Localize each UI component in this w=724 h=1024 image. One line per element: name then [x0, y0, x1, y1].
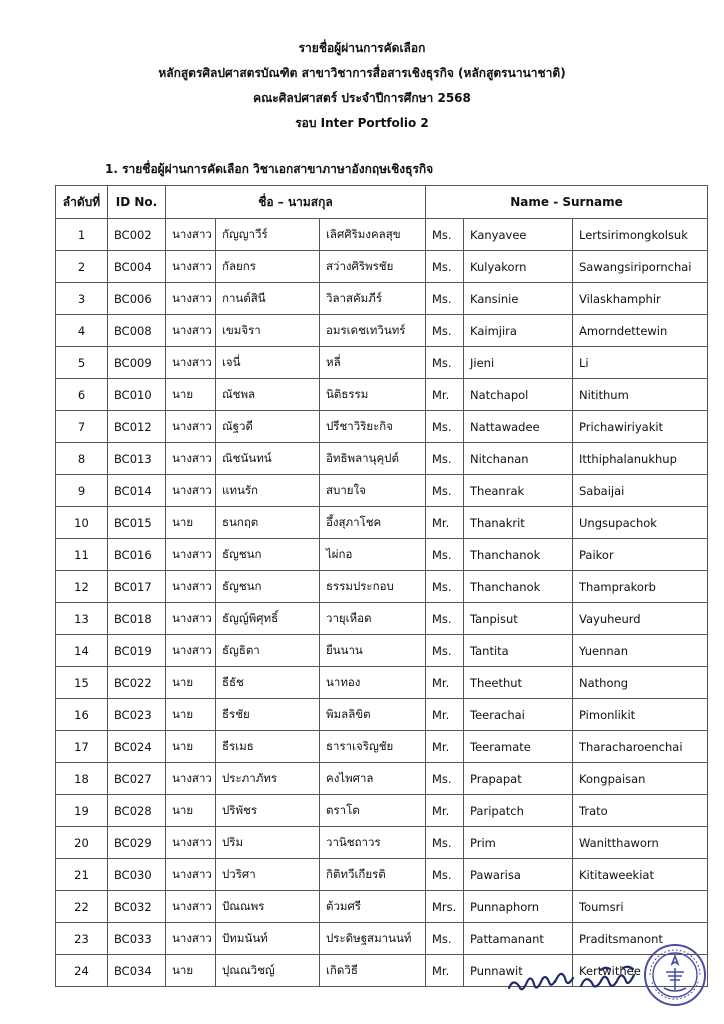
cell-first-name-english: Prapapat [464, 763, 573, 795]
table-row [56, 731, 708, 763]
cell-last-name-thai: หลี่ [320, 347, 426, 379]
cell-first-name-english: Nitchanan [464, 443, 573, 475]
cell-first-name-english: Jieni [464, 347, 573, 379]
cell-number: 6 [56, 379, 108, 411]
cell-title-english: Ms. [426, 251, 464, 283]
cell-title-english: Ms. [426, 635, 464, 667]
cell-last-name-thai: สว่างศิริพรชัย [320, 251, 426, 283]
cell-first-name-thai: ธีรเมธ [216, 731, 320, 763]
table-row [56, 219, 708, 251]
table-row [56, 635, 708, 667]
cell-first-name-english: Kanyavee [464, 219, 573, 251]
cell-first-name-thai: ณัชพล [216, 379, 320, 411]
cell-title-english: Ms. [426, 603, 464, 635]
cell-last-name-thai: วายุเหือด [320, 603, 426, 635]
cell-title-thai: นางสาว [166, 827, 216, 859]
cell-first-name-thai: ปริพัชร [216, 795, 320, 827]
cell-last-name-thai: อึ้งสุภาโชค [320, 507, 426, 539]
cell-first-name-english: Nattawadee [464, 411, 573, 443]
cell-last-name-english: Ungsupachok [573, 507, 708, 539]
cell-title-english: Mrs. [426, 891, 464, 923]
cell-id: BC009 [108, 347, 166, 379]
table-row [56, 891, 708, 923]
cell-id: BC002 [108, 219, 166, 251]
cell-number: 22 [56, 891, 108, 923]
cell-id: BC008 [108, 315, 166, 347]
table-row [56, 411, 708, 443]
cell-last-name-english: Kongpaisan [573, 763, 708, 795]
cell-title-english: Ms. [426, 539, 464, 571]
cell-last-name-thai: เลิศศิริมงคลสุข [320, 219, 426, 251]
cell-title-english: Mr. [426, 795, 464, 827]
header-program: หลักสูตรศิลปศาสตรบัณฑิต สาขาวิชาการสื่อสารเชิงธุรกิจ (หลักสูตรนานาชาติ) [158, 66, 566, 80]
cell-id: BC010 [108, 379, 166, 411]
cell-last-name-english: Amorndettewin [573, 315, 708, 347]
cell-id: BC022 [108, 667, 166, 699]
cell-id: BC016 [108, 539, 166, 571]
cell-first-name-english: Paripatch [464, 795, 573, 827]
cell-title-thai: นาย [166, 507, 216, 539]
cell-first-name-english: Thanchanok [464, 539, 573, 571]
cell-first-name-thai: ธัญชนก [216, 539, 320, 571]
cell-first-name-thai: ธัญธิตา [216, 635, 320, 667]
cell-last-name-thai: ธรรมประกอบ [320, 571, 426, 603]
cell-number: 12 [56, 571, 108, 603]
cell-title-thai: นางสาว [166, 763, 216, 795]
cell-last-name-english: Nitithum [573, 379, 708, 411]
cell-title-english: Ms. [426, 411, 464, 443]
cell-last-name-english: Kititaweekiat [573, 859, 708, 891]
cell-last-name-english: Pimonlikit [573, 699, 708, 731]
cell-number: 11 [56, 539, 108, 571]
table-row [56, 251, 708, 283]
cell-title-english: Mr. [426, 507, 464, 539]
university-seal-image [642, 942, 708, 1008]
cell-title-thai: นางสาว [166, 891, 216, 923]
cell-number: 3 [56, 283, 108, 315]
cell-title-thai: นางสาว [166, 859, 216, 891]
cell-first-name-thai: ปวริศา [216, 859, 320, 891]
table-row [56, 923, 708, 955]
table-row [56, 379, 708, 411]
cell-number: 8 [56, 443, 108, 475]
cell-last-name-thai: ประดิษฐสมานนท์ [320, 923, 426, 955]
table-row [56, 699, 708, 731]
cell-title-thai: นางสาว [166, 603, 216, 635]
header-title: รายชื่อผู้ผ่านการคัดเลือก [298, 41, 426, 55]
cell-last-name-thai: เกิดวิธี [320, 955, 426, 987]
cell-last-name-english: Toumsri [573, 891, 708, 923]
cell-last-name-english: Praditsmanont [573, 923, 708, 955]
cell-id: BC018 [108, 603, 166, 635]
cell-last-name-english: Vayuheurd [573, 603, 708, 635]
cell-first-name-thai: ปริม [216, 827, 320, 859]
cell-last-name-english: Wanitthaworn [573, 827, 708, 859]
cell-last-name-thai: ไผ่กอ [320, 539, 426, 571]
cell-title-thai: นางสาว [166, 923, 216, 955]
cell-title-english: Ms. [426, 219, 464, 251]
cell-first-name-english: Punnaphorn [464, 891, 573, 923]
cell-id: BC004 [108, 251, 166, 283]
cell-id: BC013 [108, 443, 166, 475]
cell-last-name-english: Lertsirimongkolsuk [573, 219, 708, 251]
cell-title-english: Ms. [426, 443, 464, 475]
table-row [56, 283, 708, 315]
header-faculty-year: คณะศิลปศาสตร์ ประจำปีการศึกษา 2568 [253, 91, 471, 105]
cell-id: BC017 [108, 571, 166, 603]
cell-first-name-english: Pawarisa [464, 859, 573, 891]
cell-title-thai: นางสาว [166, 475, 216, 507]
table-row [56, 507, 708, 539]
cell-last-name-english: Tharacharoenchai [573, 731, 708, 763]
cell-title-thai: นาย [166, 795, 216, 827]
header-round: รอบ Inter Portfolio 2 [295, 116, 429, 130]
table-row [56, 475, 708, 507]
cell-last-name-thai: กิติทวีเกียรติ [320, 859, 426, 891]
section-title: 1. รายชื่อผู้ผ่านการคัดเลือก วิชาเอกสาขาภาษาอังกฤษเชิงธุรกิจ [105, 162, 434, 176]
cell-first-name-thai: ประภาภัทร [216, 763, 320, 795]
cell-last-name-english: Sawangsiripornchai [573, 251, 708, 283]
cell-last-name-english: Kertwithee [573, 955, 708, 987]
cell-title-english: Ms. [426, 347, 464, 379]
cell-number: 7 [56, 411, 108, 443]
cell-last-name-english: Sabaijai [573, 475, 708, 507]
cell-number: 9 [56, 475, 108, 507]
cell-number: 23 [56, 923, 108, 955]
cell-title-thai: นางสาว [166, 443, 216, 475]
cell-last-name-english: Nathong [573, 667, 708, 699]
header-no: ลำดับที่ [56, 186, 108, 219]
cell-id: BC019 [108, 635, 166, 667]
table-header-row [56, 186, 708, 219]
cell-number: 21 [56, 859, 108, 891]
cell-first-name-english: Tantita [464, 635, 573, 667]
table-row [56, 571, 708, 603]
cell-title-thai: นางสาว [166, 251, 216, 283]
cell-first-name-thai: กัญญาวีร์ [216, 219, 320, 251]
cell-last-name-english: Prichawiriyakit [573, 411, 708, 443]
cell-id: BC028 [108, 795, 166, 827]
cell-last-name-thai: อมรเดชเทวินทร์ [320, 315, 426, 347]
cell-number: 1 [56, 219, 108, 251]
cell-title-thai: นางสาว [166, 539, 216, 571]
cell-last-name-thai: อิทธิพลานุคุปต์ [320, 443, 426, 475]
cell-title-english: Mr. [426, 699, 464, 731]
cell-number: 4 [56, 315, 108, 347]
cell-first-name-thai: ธีรชัย [216, 699, 320, 731]
cell-first-name-english: Tanpisut [464, 603, 573, 635]
cell-first-name-english: Punnawit [464, 955, 573, 987]
cell-title-thai: นาย [166, 379, 216, 411]
cell-number: 19 [56, 795, 108, 827]
cell-number: 20 [56, 827, 108, 859]
header-english-name: Name - Surname [426, 186, 708, 219]
cell-first-name-english: Theanrak [464, 475, 573, 507]
header-thai-name: ชื่อ – นามสกุล [166, 186, 426, 219]
cell-first-name-english: Kaimjira [464, 315, 573, 347]
cell-id: BC024 [108, 731, 166, 763]
cell-first-name-english: Kulyakorn [464, 251, 573, 283]
cell-title-english: Ms. [426, 923, 464, 955]
cell-id: BC030 [108, 859, 166, 891]
cell-first-name-thai: แทนรัก [216, 475, 320, 507]
cell-number: 13 [56, 603, 108, 635]
cell-title-english: Mr. [426, 379, 464, 411]
cell-title-thai: นาย [166, 699, 216, 731]
cell-title-thai: นาย [166, 731, 216, 763]
cell-last-name-english: Paikor [573, 539, 708, 571]
cell-last-name-thai: วานิชถาวร [320, 827, 426, 859]
cell-number: 5 [56, 347, 108, 379]
cell-title-thai: นาย [166, 667, 216, 699]
cell-title-thai: นางสาว [166, 283, 216, 315]
cell-last-name-english: Trato [573, 795, 708, 827]
cell-number: 17 [56, 731, 108, 763]
cell-id: BC012 [108, 411, 166, 443]
document-header [0, 36, 724, 136]
table-row [56, 315, 708, 347]
cell-title-english: Mr. [426, 955, 464, 987]
cell-number: 24 [56, 955, 108, 987]
cell-first-name-thai: ธัญญ์พิศุทธิ์ [216, 603, 320, 635]
cell-first-name-english: Prim [464, 827, 573, 859]
cell-id: BC023 [108, 699, 166, 731]
table-row [56, 347, 708, 379]
cell-first-name-thai: ณิชนันทน์ [216, 443, 320, 475]
cell-first-name-thai: เจนี่ [216, 347, 320, 379]
cell-id: BC015 [108, 507, 166, 539]
cell-first-name-english: Pattamanant [464, 923, 573, 955]
table-row [56, 795, 708, 827]
cell-last-name-english: Li [573, 347, 708, 379]
table-row [56, 667, 708, 699]
cell-first-name-thai: กัลยกร [216, 251, 320, 283]
cell-first-name-english: Theethut [464, 667, 573, 699]
cell-last-name-thai: ธาราเจริญชัย [320, 731, 426, 763]
header-id: ID No. [108, 186, 166, 219]
cell-title-thai: นางสาว [166, 571, 216, 603]
cell-title-english: Ms. [426, 571, 464, 603]
cell-last-name-thai: ต้วมศรี [320, 891, 426, 923]
cell-id: BC032 [108, 891, 166, 923]
cell-number: 10 [56, 507, 108, 539]
signature-image [505, 958, 645, 1008]
cell-first-name-english: Teerachai [464, 699, 573, 731]
cell-first-name-english: Teeramate [464, 731, 573, 763]
cell-last-name-english: Yuennan [573, 635, 708, 667]
table-row [56, 603, 708, 635]
cell-last-name-thai: ปรีชาวิริยะกิจ [320, 411, 426, 443]
cell-first-name-thai: ปุณณวิชญ์ [216, 955, 320, 987]
cell-first-name-english: Kansinie [464, 283, 573, 315]
cell-first-name-english: Natchapol [464, 379, 573, 411]
cell-first-name-thai: ธัญชนก [216, 571, 320, 603]
cell-id: BC006 [108, 283, 166, 315]
cell-first-name-thai: ธีธัช [216, 667, 320, 699]
cell-first-name-english: Thanakrit [464, 507, 573, 539]
table-row [56, 539, 708, 571]
cell-last-name-thai: พิมลลิขิต [320, 699, 426, 731]
table-body [56, 219, 708, 987]
cell-last-name-thai: ยืนนาน [320, 635, 426, 667]
cell-first-name-thai: ณัฐวดี [216, 411, 320, 443]
cell-title-english: Ms. [426, 763, 464, 795]
cell-last-name-english: Thamprakorb [573, 571, 708, 603]
cell-number: 14 [56, 635, 108, 667]
cell-last-name-english: Vilaskhamphir [573, 283, 708, 315]
cell-last-name-thai: นิติธรรม [320, 379, 426, 411]
cell-id: BC027 [108, 763, 166, 795]
cell-id: BC033 [108, 923, 166, 955]
cell-title-english: Ms. [426, 859, 464, 891]
cell-last-name-english: Itthiphalanukhup [573, 443, 708, 475]
cell-first-name-english: Thanchanok [464, 571, 573, 603]
cell-first-name-thai: ปัทมนันท์ [216, 923, 320, 955]
cell-last-name-thai: คงไพศาล [320, 763, 426, 795]
cell-title-thai: นาย [166, 955, 216, 987]
cell-id: BC014 [108, 475, 166, 507]
table-row [56, 443, 708, 475]
cell-last-name-thai: นาทอง [320, 667, 426, 699]
cell-number: 2 [56, 251, 108, 283]
cell-title-thai: นางสาว [166, 635, 216, 667]
cell-number: 15 [56, 667, 108, 699]
cell-title-english: Ms. [426, 827, 464, 859]
cell-first-name-thai: เขมจิรา [216, 315, 320, 347]
cell-first-name-thai: ปัณณพร [216, 891, 320, 923]
cell-title-thai: นางสาว [166, 219, 216, 251]
cell-id: BC034 [108, 955, 166, 987]
cell-last-name-thai: ตราโต [320, 795, 426, 827]
cell-title-english: Ms. [426, 475, 464, 507]
table-row [56, 859, 708, 891]
cell-title-english: Ms. [426, 315, 464, 347]
table-row [56, 763, 708, 795]
cell-last-name-thai: วิลาสคัมภีร์ [320, 283, 426, 315]
cell-title-english: Ms. [426, 283, 464, 315]
cell-first-name-thai: ธนกฤต [216, 507, 320, 539]
roster-table [55, 185, 708, 987]
cell-title-english: Mr. [426, 667, 464, 699]
cell-title-thai: นางสาว [166, 411, 216, 443]
cell-last-name-thai: สบายใจ [320, 475, 426, 507]
cell-title-english: Mr. [426, 731, 464, 763]
table-row [56, 827, 708, 859]
cell-title-thai: นางสาว [166, 315, 216, 347]
cell-number: 16 [56, 699, 108, 731]
cell-number: 18 [56, 763, 108, 795]
cell-title-thai: นางสาว [166, 347, 216, 379]
cell-id: BC029 [108, 827, 166, 859]
cell-first-name-thai: กานต์สินี [216, 283, 320, 315]
